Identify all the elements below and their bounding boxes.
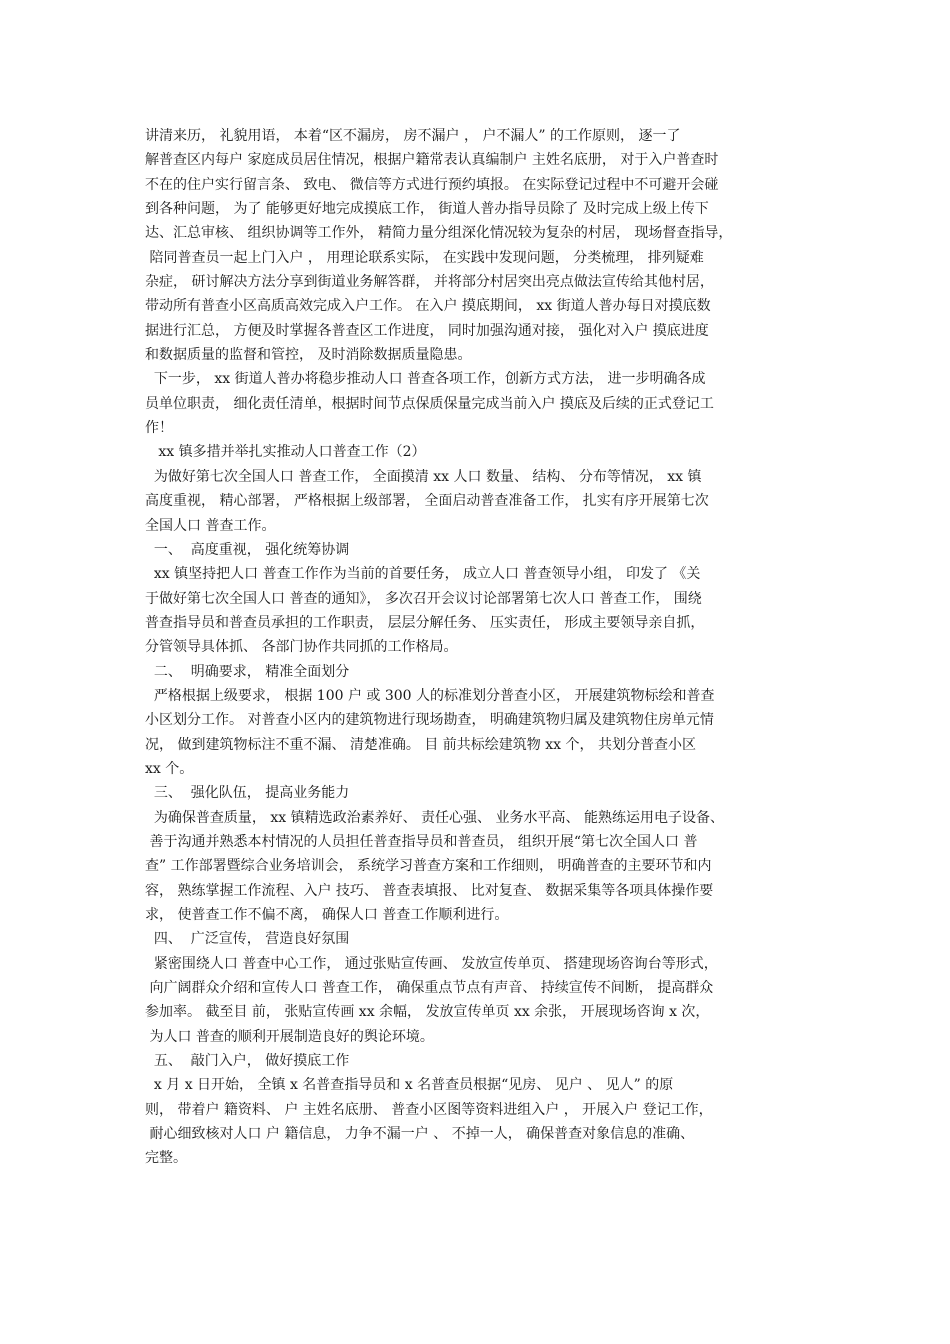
text-line: 严格根据上级要求， 根据 100 户 或 300 人的标准划分普查小区， 开展建筑物标绘和普查	[145, 687, 715, 704]
section-heading-3: 三、 强化队伍， 提高业务能力	[145, 785, 350, 802]
text-line: 为确保普查质量， xx 镇精选政治素养好、 责任心强、 业务水平高、 能熟练运用电子设备、	[145, 809, 724, 826]
text-line: 讲清来历， 礼貌用语， 本着“区不漏房， 房不漏户 ， 户不漏人” 的工作原则， 逐一了	[145, 128, 681, 144]
text-line: 员单位职责， 细化责任清单，根据时间节点保质保量完成当前入户 摸底及后续的正式登记工	[145, 395, 714, 412]
text-line: 向广阔群众介绍和宣传人口 普查工作， 确保重点节点有声音、 持续宣传不间断， 提高群众	[145, 980, 714, 997]
text-line: 杂症， 研讨解决方法分享到街道业务解答群， 并将部分村居突出亮点做法宣传给其他村居，	[145, 274, 714, 291]
text-line: 为做好第七次全国人口 普查工作， 全面摸清 xx 人口 数量、 结构、 分布等情况， xx 镇	[145, 468, 702, 485]
text-line: xx 镇坚持把人口 普查工作作为当前的首要任务， 成立人口 普查领导小组， 印发了 《关	[145, 566, 701, 583]
text-line: 查” 工作部署暨综合业务培训会， 系统学习普查方案和工作细则， 明确普查的主要环节和内	[145, 858, 712, 875]
text-line: 解普查区内每户 家庭成员居住情况，根据户籍常表认真编制户 主姓名底册， 对于入户普查时	[145, 152, 719, 169]
text-line: 带动所有普查小区高质高效完成入户工作。 在入户 摸底期间， xx 街道人普办每日对摸底数	[145, 298, 711, 315]
text-line: 全国人口 普查工作。	[145, 517, 276, 534]
text-line: 和数据质量的监督和管控， 及时消除数据质量隐患。	[145, 347, 472, 364]
text-line: x 月 x 日开始， 全镇 x 名普查指导员和 x 名普查员根据“见房、 见户 、 见人” 的原	[145, 1077, 674, 1094]
text-line: 则， 带着户 籍资料、 户 主姓名底册、 普查小区图等资料进组入户 ， 开展入户 登记工作，	[145, 1101, 713, 1118]
text-line: xx 个。	[145, 760, 194, 777]
text-line: 到各种问题， 为了 能够更好地完成摸底工作， 街道人普办指导员除了 及时完成上级上传下	[145, 201, 709, 218]
text-line: 小区划分工作。 对普查小区内的建筑物进行现场勘查， 明确建筑物归属及建筑物住房单元情	[145, 712, 714, 729]
text-line: 完整。	[145, 1150, 187, 1167]
text-line: 参加率。 截至目 前， 张贴宣传画 xx 余幅， 发放宣传单页 xx 余张， 开展现场咨询 x 次，	[145, 1004, 710, 1021]
text-line: 容， 熟练掌握工作流程、入户 技巧、 普查表填报、 比对复查、 数据采集等各项具体操作要	[145, 882, 714, 899]
section-heading-2: 二、 明确要求， 精准全面划分	[145, 663, 350, 680]
text-line: 紧密围绕人口 普查中心工作， 通过张贴宣传画、 发放宣传单页、 搭建现场咨询台等形式，	[145, 955, 718, 972]
article-title: xx 镇多措并举扎实推动人口普查工作（2）	[145, 444, 426, 461]
text-line: 达、汇总审核、 组织协调等工作外， 精简力量分组深化情况较为复杂的村居， 现场督查指导，	[145, 225, 733, 242]
text-line: 高度重视， 精心部署， 严格根据上级部署， 全面启动普查准备工作， 扎实有序开展第七次	[145, 493, 709, 510]
text-line: 作！	[145, 420, 173, 437]
text-line: 况， 做到建筑物标注不重不漏、 清楚准确。 目 前共标绘建筑物 xx 个， 共划分普查小区	[145, 736, 696, 753]
text-line: 普查指导员和普查员承担的工作职责， 层层分解任务、 压实责任， 形成主要领导亲自抓，	[145, 614, 705, 631]
section-heading-4: 四、 广泛宣传， 营造良好氛围	[145, 931, 350, 948]
document-body	[145, 124, 817, 1171]
section-heading-5: 五、 敲门入户， 做好摸底工作	[145, 1053, 350, 1070]
text-line: 分管领导具体抓、 各部门协作共同抓的工作格局。	[145, 639, 458, 656]
text-line: 陪同普查员一起上门入户 ， 用理论联系实际， 在实践中发现问题， 分类梳理， 排列疑难	[145, 249, 704, 266]
text-line: 据进行汇总， 方便及时掌握各普查区工作进度， 同时加强沟通对接， 强化对入户 摸底进度	[145, 322, 709, 339]
text-line: 下一步， xx 街道人普办将稳步推动人口 普查各项工作，创新方式方法， 进一步明确各成	[145, 371, 706, 388]
text-line: 于做好第七次全国人口 普查的通知》， 多次召开会议讨论部署第七次人口 普查工作， 围绕	[145, 590, 702, 607]
text-line: 不在的住户实行留言条、 致电、 微信等方式进行预约填报。 在实际登记过程中不可避开会碰	[145, 176, 719, 193]
text-line: 耐心细致核对人口 户 籍信息， 力争不漏一户 、 不掉一人， 确保普查对象信息的准确、	[145, 1126, 695, 1143]
text-line: 为人口 普查的顺利开展制造良好的舆论环境。	[145, 1028, 434, 1045]
text-line: 善于沟通并熟悉本村情况的人员担任普查指导员和普查员， 组织开展“第七次全国人口 普	[145, 833, 698, 850]
text-line: 求， 使普查工作不偏不离， 确保人口 普查工作顺利进行。	[145, 907, 509, 923]
section-heading-1: 一、 高度重视， 强化统筹协调	[145, 541, 350, 558]
